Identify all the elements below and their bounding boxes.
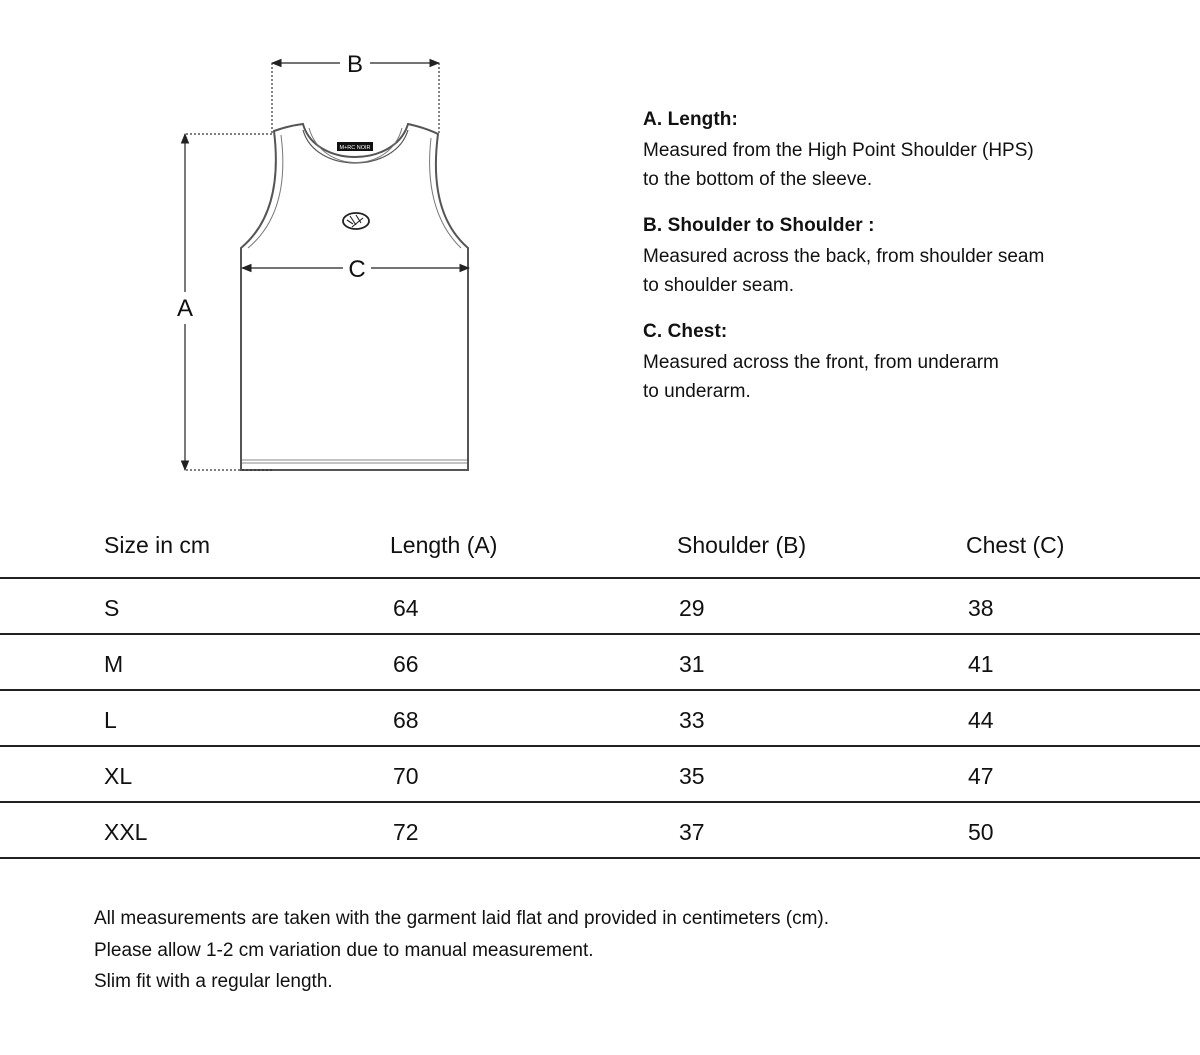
size-table: [0, 520, 1200, 859]
length-cell: 68: [393, 707, 419, 733]
chest-cell: 41: [968, 651, 994, 677]
description-line: Measured across the front, from underarm: [643, 352, 999, 373]
description-text: [643, 242, 1163, 300]
size-cell: M: [104, 651, 124, 677]
header-length: Length (A): [390, 532, 498, 558]
description-text: [643, 136, 1163, 194]
table-row: [0, 745, 1200, 801]
table-row: [0, 801, 1200, 859]
description-line: to the bottom of the sleeve.: [643, 169, 873, 190]
size-cell: XXL: [104, 819, 148, 845]
description-line: to underarm.: [643, 381, 751, 402]
header-size: Size in cm: [104, 532, 211, 558]
length-cell: 64: [393, 595, 419, 621]
shoulder-cell: 33: [679, 707, 705, 733]
chest-cell: 50: [968, 819, 994, 845]
size-cell: XL: [104, 763, 133, 789]
note-line: Slim fit with a regular length.: [94, 971, 333, 992]
description-text: [643, 348, 1163, 406]
shoulder-cell: 37: [679, 819, 705, 845]
measurement-notes: [94, 903, 1094, 998]
description-title: C. Chest:: [643, 321, 728, 342]
note-line: All measurements are taken with the garment laid flat and provided in centimeters (cm).: [94, 908, 829, 929]
chest-cell: 47: [968, 763, 994, 789]
description-shoulder: [643, 214, 1163, 300]
description-chest: [643, 320, 1163, 406]
size-cell: L: [104, 707, 117, 733]
header-chest: Chest (C): [966, 532, 1065, 558]
brand-tag-text: M+RC NOIR: [339, 145, 371, 151]
chest-logo-icon: [343, 213, 369, 229]
table-header-row: [0, 520, 1200, 577]
table-row: [0, 689, 1200, 745]
label-b: B: [346, 51, 364, 78]
chest-cell: 38: [968, 595, 994, 621]
shoulder-cell: 29: [679, 595, 705, 621]
note-line: Please allow 1-2 cm variation due to manual measurement.: [94, 939, 594, 961]
shoulder-measure-b: [272, 51, 439, 134]
description-title: A. Length:: [643, 109, 738, 130]
chest-cell: 44: [968, 707, 994, 733]
shoulder-cell: 31: [679, 651, 705, 677]
length-cell: 72: [393, 819, 419, 845]
label-c: C: [348, 256, 366, 283]
label-a: A: [176, 295, 194, 322]
length-cell: 70: [393, 763, 419, 789]
table-row: [0, 577, 1200, 633]
tank-top-outline: [241, 124, 468, 470]
description-line: to shoulder seam.: [643, 275, 795, 296]
shoulder-cell: 35: [679, 763, 705, 789]
tank-top-measurement-diagram: [0, 0, 620, 500]
description-title: B. Shoulder to Shoulder :: [643, 215, 875, 236]
length-cell: 66: [393, 651, 419, 677]
description-line: Measured from the High Point Shoulder (HPS): [643, 140, 1034, 161]
brand-tag: [337, 142, 373, 151]
table-row: [0, 633, 1200, 689]
size-cell: S: [104, 595, 120, 621]
header-shoulder: Shoulder (B): [677, 532, 807, 558]
description-line: Measured across the back, from shoulder seam: [643, 246, 1045, 267]
description-length: [643, 108, 1163, 194]
